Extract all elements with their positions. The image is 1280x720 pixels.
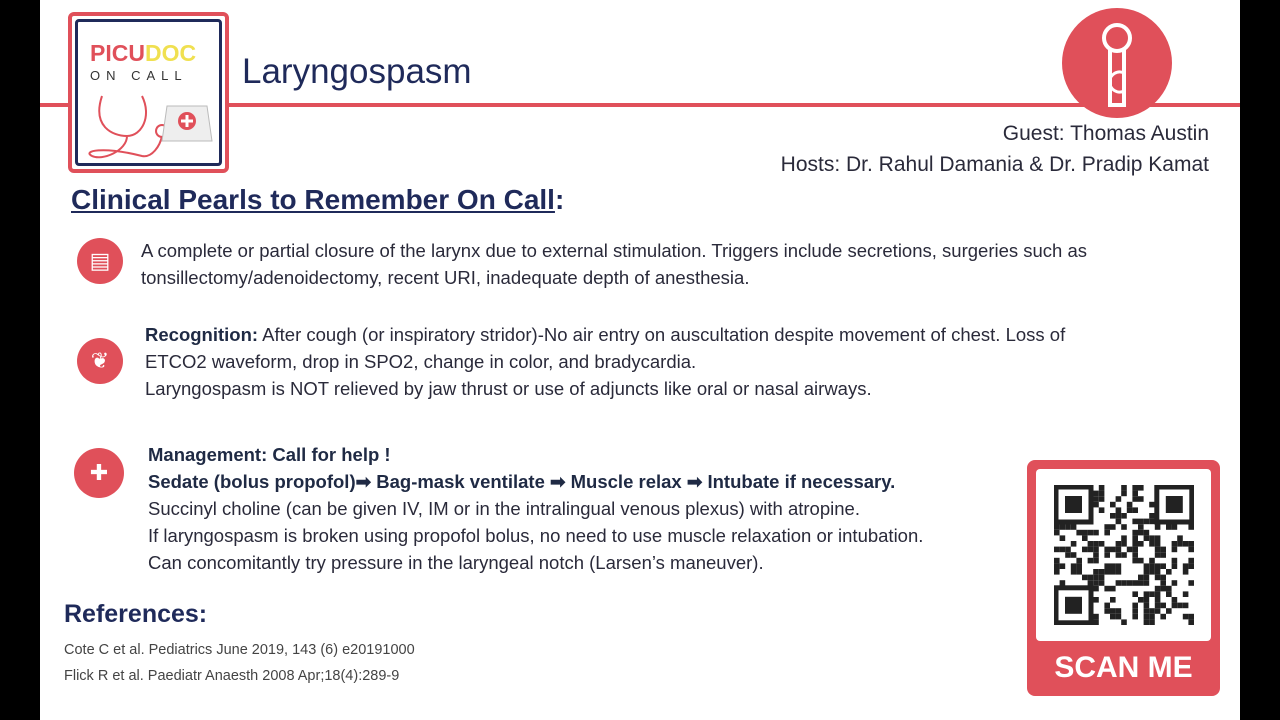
slide bbox=[40, 0, 1240, 720]
pearl-management: Management: Call for help ! Sedate (bolus propofol)➡ Bag-mask ventilate ➡ Muscle relax ➡ Intubate if necessary. Succinyl choline (can be given IV, IM or in the intralingual venous plexus) with atropine. If laryngospasm is broken using propofol bolus, no need to use muscle relaxation or intubation. Can concomitantly try pressure in the laryngeal notch (Larsen’s maneuver). bbox=[148, 444, 924, 573]
pearl-recognition: Recognition: After cough (or inspiratory stridor)-No air entry on auscultation despite movement of chest. Loss of ETCO2 waveform, drop in SPO2, change in color, and bradycardia. Laryngospasm is NOT relieved by jaw thrust or use of adjuncts like oral or nasal airways. bbox=[145, 324, 1066, 399]
hosts: Hosts: Dr. Rahul Damania & Dr. Pradip Kamat bbox=[780, 153, 1209, 176]
pearl-definition: A complete or partial closure of the larynx due to external stimulation. Triggers include secretions, surgeries such as tonsillectomy/adenoidectomy, recent URI, inadequate depth of anesthesia. bbox=[141, 240, 1088, 288]
qr-code-icon bbox=[1054, 485, 1194, 625]
reference-item: Flick R et al. Paediatr Anaesth 2008 Apr;18(4):289-9 bbox=[64, 668, 400, 684]
page-title: Laryngospasm bbox=[242, 52, 472, 91]
stethoscope-icon bbox=[82, 86, 222, 166]
lungs-icon: ❦ bbox=[77, 338, 123, 384]
guest: Guest: Thomas Austin bbox=[1002, 122, 1209, 145]
scan-me-label: SCAN ME bbox=[1054, 651, 1193, 684]
section-heading: Clinical Pearls to Remember On Call: bbox=[71, 184, 565, 215]
references-heading: References: bbox=[64, 600, 208, 628]
picudoc-logo: PICUDOC ON CALL bbox=[68, 12, 229, 173]
credits bbox=[781, 118, 1209, 180]
qr-code-card[interactable] bbox=[1027, 460, 1220, 696]
reference-item: Cote C et al. Pediatrics June 2019, 143 (6) e20191000 bbox=[64, 642, 415, 658]
medical-kit-icon: ✚ bbox=[74, 448, 124, 498]
key-logo-icon bbox=[1062, 8, 1172, 118]
clipboard-icon: ▤ bbox=[77, 238, 123, 284]
